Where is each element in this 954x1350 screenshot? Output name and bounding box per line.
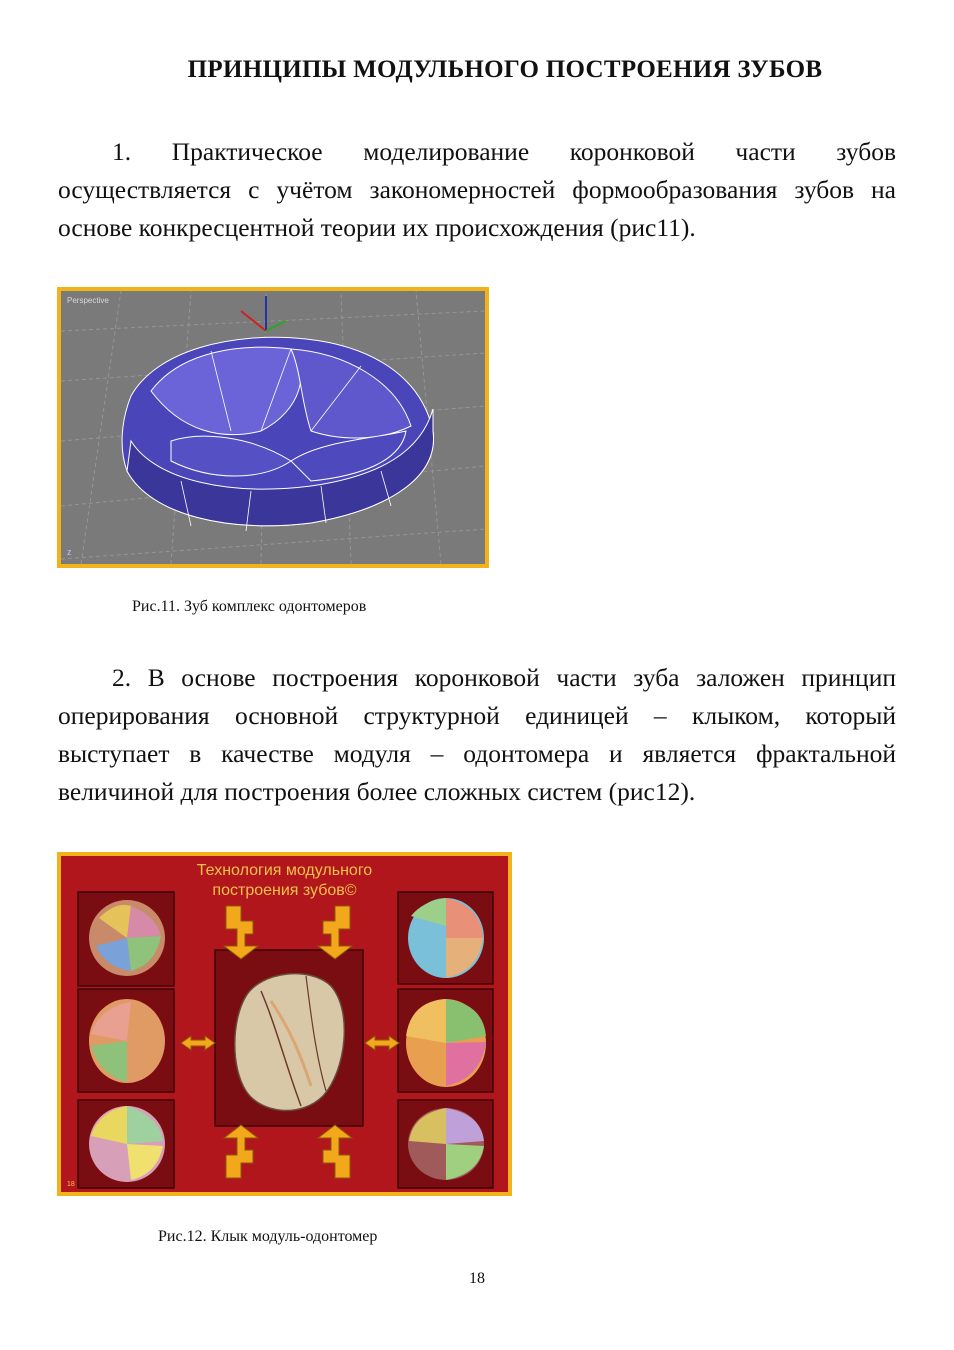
svg-text:z: z [67, 547, 72, 557]
figure-12-title [61, 861, 508, 901]
page-title: ПРИНЦИПЫ МОДУЛЬНОГО ПОСТРОЕНИЯ ЗУБОВ [187, 56, 823, 83]
figure-12-title-line2: построения зубов© [212, 882, 357, 899]
paragraph-2: 2. В основе построения коронковой части зуба заложен принцип оперирования основной структурной единицей – клыком, который выступает в качестве модуля – одонтомера и является фрактальной величиной для построения более сложных систем (рис12). [58, 663, 896, 806]
figure-12-caption: Рис.12. Клык модуль-одонтомер [158, 1228, 378, 1245]
viewport-label: Perspective [67, 296, 109, 305]
figure-12-title-line1: Технология модульного [196, 862, 373, 879]
figure-12-modular-technology [57, 852, 512, 1196]
page-number: 18 [469, 1270, 485, 1287]
paragraph-1: 1. Практическое моделирование коронковой части зубов осуществляется с учётом закономерностей формообразования зубов на основе конкресцентной теории их происхождения (рис11). [58, 137, 896, 242]
modular-diagram [61, 856, 508, 1192]
figure-11-caption: Рис.11. Зуб комплекс одонтомеров [132, 598, 367, 615]
canine-model [235, 974, 345, 1111]
corner-number: 18 [67, 1181, 75, 1188]
figure-11-tooth-model [57, 287, 489, 568]
tooth-3d-viewport [61, 291, 485, 564]
